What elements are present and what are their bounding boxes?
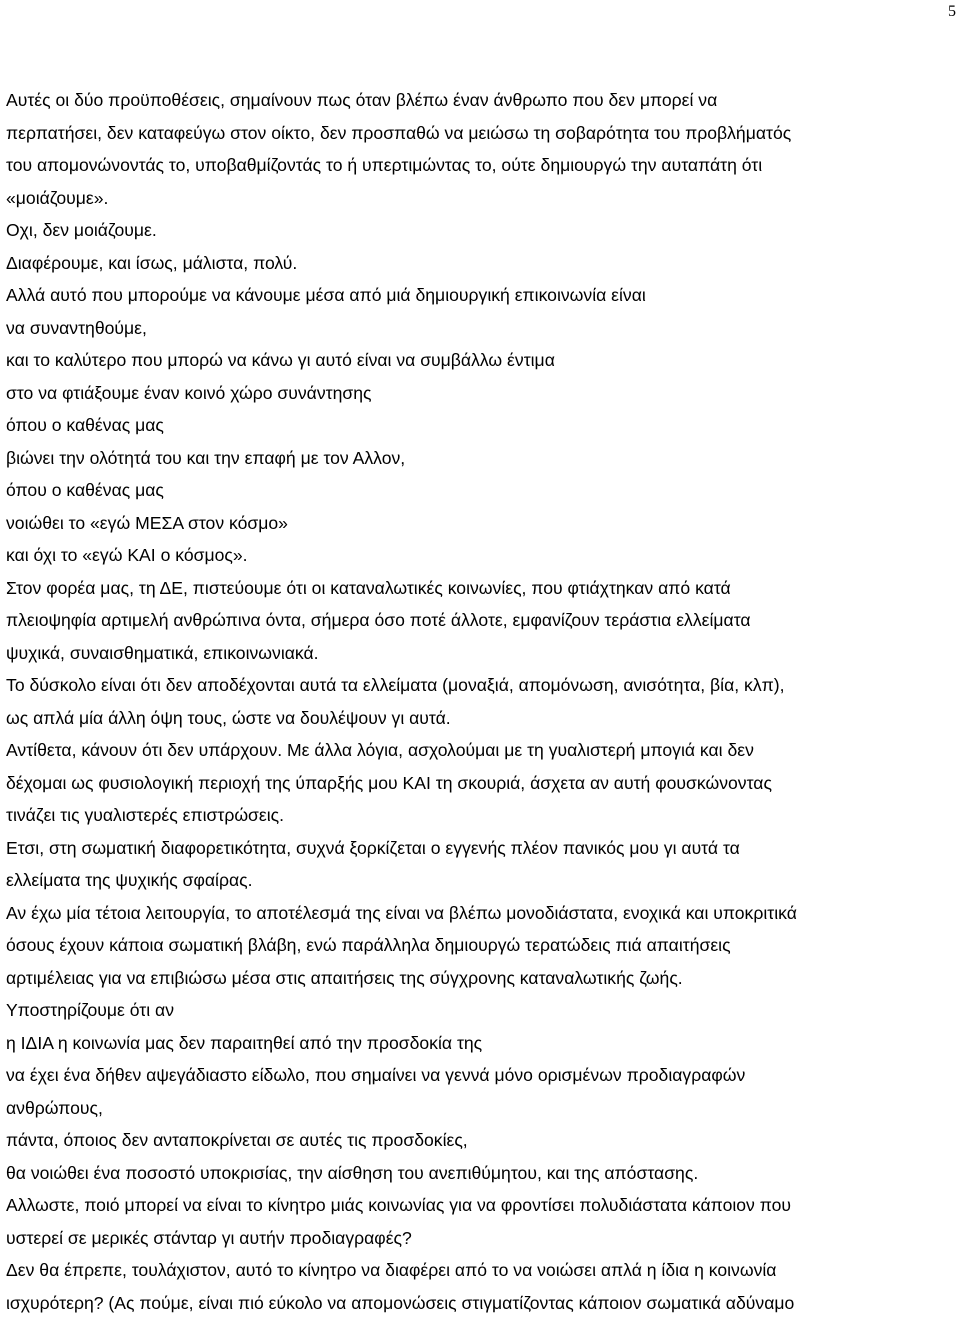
page-number: 5 [948,2,956,22]
text-line: όπου ο καθένας μας [6,409,954,442]
document-body [6,84,954,1319]
text-line: Διαφέρουμε, και ίσως, μάλιστα, πολύ. [6,247,954,280]
text-line: στο να φτιάξουμε έναν κοινό χώρο συνάντησης [6,377,954,410]
text-line: Το δύσκολο είναι ότι δεν αποδέχονται αυτά τα ελλείματα (μοναξιά, απομόνωση, ανισότητα, βία, κλπ), [6,669,954,702]
text-line: να συναντηθούμε, [6,312,954,345]
text-line: Στον φορέα μας, τη ΔΕ, πιστεύουμε ότι οι καταναλωτικές κοινωνίες, που φτιάχτηκαν από κατά [6,572,954,605]
text-line: όσους έχουν κάποια σωματική βλάβη, ενώ παράλληλα δημιουργώ τερατώδεις πιά απαιτήσεις [6,929,954,962]
text-line: νοιώθει το «εγώ ΜΕΣΑ στον κόσμο» [6,507,954,540]
text-line: η ΙΔΙΑ η κοινωνία μας δεν παραιτηθεί από την προσδοκία της [6,1027,954,1060]
text-line: Αν έχω μία τέτοια λειτουργία, το αποτέλεσμά της είναι να βλέπω μονοδιάστατα, ενοχικά και υποκριτικά [6,897,954,930]
text-line: να έχει ένα δήθεν αψεγάδιαστο είδωλο, που σημαίνει να γεννά μόνο ορισμένων προδιαγραφών [6,1059,954,1092]
text-line: Οχι, δεν μοιάζουμε. [6,214,954,247]
text-line: ανθρώπους, [6,1092,954,1125]
text-line: υστερεί σε μερικές στάνταρ γι αυτήν προδιαγραφές? [6,1222,954,1255]
text-line: «μοιάζουμε». [6,182,954,215]
text-line: και το καλύτερο που μπορώ να κάνω γι αυτό είναι να συμβάλλω έντιμα [6,344,954,377]
text-line: Δεν θα έπρεπε, τουλάχιστον, αυτό το κίνητρο να διαφέρει από το να νοιώσει απλά η ίδια η κοινωνία [6,1254,954,1287]
text-line: ψυχικά, συναισθηματικά, επικοινωνιακά. [6,637,954,670]
text-line: Υποστηρίζουμε ότι αν [6,994,954,1027]
text-line: αρτιμέλειας για να επιβιώσω μέσα στις απαιτήσεις της σύγχρονης καταναλωτικής ζωής. [6,962,954,995]
text-line: ελλείματα της ψυχικής σφαίρας. [6,864,954,897]
text-line: Αυτές οι δύο προϋποθέσεις, σημαίνουν πως όταν βλέπω έναν άνθρωπο που δεν μπορεί να [6,84,954,117]
text-line: πλειοψηφία αρτιμελή ανθρώπινα όντα, σήμερα όσο ποτέ άλλοτε, εμφανίζουν τεράστια ελλείματα [6,604,954,637]
text-line: Ετσι, στη σωματική διαφορετικότητα, συχνά ξορκίζεται ο εγγενής πλέον πανικός μου γι αυτά τα [6,832,954,865]
text-line: ισχυρότερη? (Ας πούμε, είναι πιό εύκολο να απομονώσεις στιγματίζοντας κάποιον σωματικά αδύναμο [6,1287,954,1319]
text-line: Αντίθετα, κάνουν ότι δεν υπάρχουν. Με άλλα λόγια, ασχολούμαι με τη γυαλιστερή μπογιά και δεν [6,734,954,767]
text-line: πάντα, όποιος δεν ανταποκρίνεται σε αυτές τις προσδοκίες, [6,1124,954,1157]
text-line: ως απλά μία άλλη όψη τους, ώστε να δουλέψουν γι αυτά. [6,702,954,735]
text-line: περπατήσει, δεν καταφεύγω στον οίκτο, δεν προσπαθώ να μειώσω τη σοβαρότητα του προβλήματός [6,117,954,150]
text-line: όπου ο καθένας μας [6,474,954,507]
text-line: Αλλωστε, ποιό μπορεί να είναι το κίνητρο μιάς κοινωνίας για να φροντίσει πολυδιάστατα κάποιον που [6,1189,954,1222]
text-line: του απομονώνοντάς το, υποβαθμίζοντάς το ή υπερτιμώντας το, ούτε δημιουργώ την αυταπάτη ότι [6,149,954,182]
text-line: θα νοιώθει ένα ποσοστό υποκρισίας, την αίσθηση του ανεπιθύμητου, και της απόστασης. [6,1157,954,1190]
text-line: δέχομαι ως φυσιολογική περιοχή της ύπαρξής μου ΚΑΙ τη σκουριά, άσχετα αν αυτή φουσκώνοντας [6,767,954,800]
text-line: βιώνει την ολότητά του και την επαφή με τον Αλλον, [6,442,954,475]
text-line: και όχι το «εγώ ΚΑΙ ο κόσμος». [6,539,954,572]
text-line: Αλλά αυτό που μπορούμε να κάνουμε μέσα από μιά δημιουργική επικοινωνία είναι [6,279,954,312]
text-line: τινάζει τις γυαλιστερές επιστρώσεις. [6,799,954,832]
